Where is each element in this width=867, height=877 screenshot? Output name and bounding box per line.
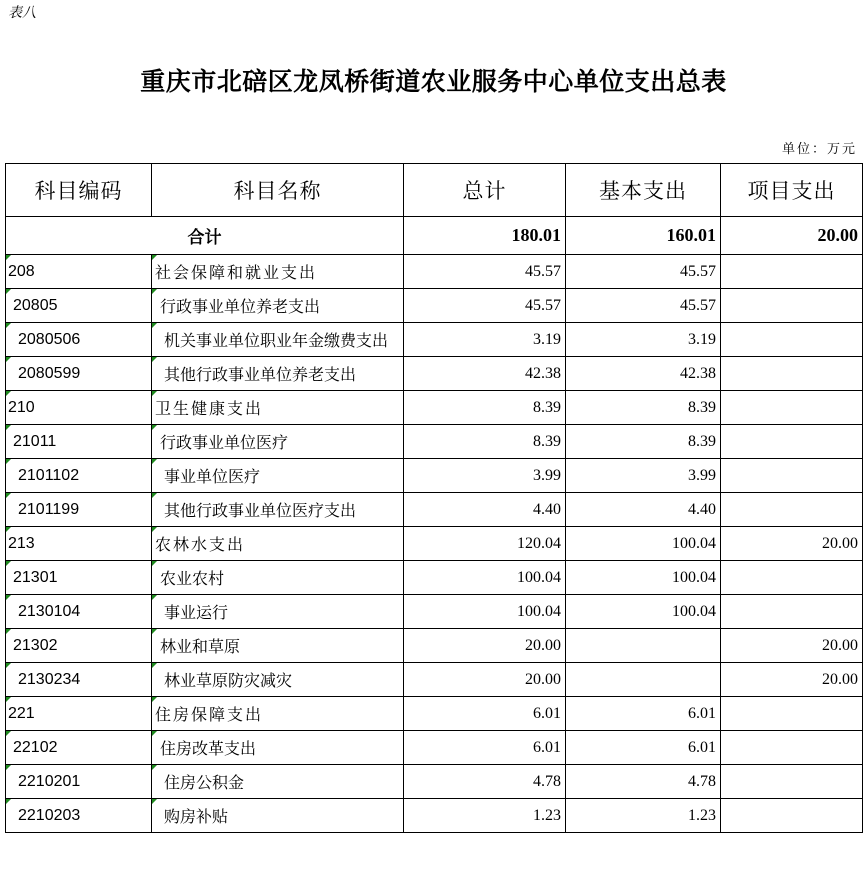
row-project — [721, 493, 863, 527]
row-code: 20805 — [6, 289, 152, 323]
row-name: 事业单位医疗 — [152, 459, 404, 493]
row-total: 120.04 — [404, 527, 566, 561]
header-code: 科目编码 — [6, 164, 152, 217]
row-name: 卫生健康支出 — [152, 391, 404, 425]
row-project — [721, 765, 863, 799]
row-code: 2210203 — [6, 799, 152, 833]
total-label: 合计 — [6, 217, 404, 255]
table-row — [6, 697, 863, 731]
header-name: 科目名称 — [152, 164, 404, 217]
row-name: 农业农村 — [152, 561, 404, 595]
row-total: 3.99 — [404, 459, 566, 493]
row-total: 1.23 — [404, 799, 566, 833]
row-basic: 1.23 — [566, 799, 721, 833]
row-name: 林业和草原 — [152, 629, 404, 663]
total-row — [6, 217, 863, 255]
row-name: 其他行政事业单位医疗支出 — [152, 493, 404, 527]
row-basic: 3.99 — [566, 459, 721, 493]
row-code: 2101102 — [6, 459, 152, 493]
row-basic: 100.04 — [566, 527, 721, 561]
table-row — [6, 459, 863, 493]
row-project: 20.00 — [721, 663, 863, 697]
header-basic: 基本支出 — [566, 164, 721, 217]
row-total: 4.40 — [404, 493, 566, 527]
row-project — [721, 323, 863, 357]
row-total: 100.04 — [404, 595, 566, 629]
row-total: 100.04 — [404, 561, 566, 595]
row-project: 20.00 — [721, 629, 863, 663]
row-project — [721, 561, 863, 595]
table-row — [6, 357, 863, 391]
row-basic: 45.57 — [566, 255, 721, 289]
row-name: 社会保障和就业支出 — [152, 255, 404, 289]
row-project — [721, 731, 863, 765]
row-basic: 42.38 — [566, 357, 721, 391]
row-code: 22102 — [6, 731, 152, 765]
row-code: 210 — [6, 391, 152, 425]
row-project — [721, 697, 863, 731]
row-project — [721, 289, 863, 323]
row-basic: 100.04 — [566, 561, 721, 595]
row-total: 8.39 — [404, 391, 566, 425]
table-row — [6, 595, 863, 629]
row-basic: 6.01 — [566, 731, 721, 765]
row-code: 21302 — [6, 629, 152, 663]
row-total: 42.38 — [404, 357, 566, 391]
row-code: 2080506 — [6, 323, 152, 357]
row-name: 住房改革支出 — [152, 731, 404, 765]
row-code: 2080599 — [6, 357, 152, 391]
row-project — [721, 595, 863, 629]
expenditure-table — [5, 163, 863, 833]
row-basic — [566, 629, 721, 663]
row-basic: 4.40 — [566, 493, 721, 527]
row-total: 45.57 — [404, 255, 566, 289]
row-basic: 8.39 — [566, 425, 721, 459]
row-project — [721, 799, 863, 833]
row-name: 机关事业单位职业年金缴费支出 — [152, 323, 404, 357]
row-code: 21301 — [6, 561, 152, 595]
total-sum: 180.01 — [404, 217, 566, 255]
header-total: 总计 — [404, 164, 566, 217]
row-project — [721, 255, 863, 289]
total-project: 20.00 — [721, 217, 863, 255]
row-basic: 8.39 — [566, 391, 721, 425]
row-code: 2130104 — [6, 595, 152, 629]
row-code: 213 — [6, 527, 152, 561]
row-total: 6.01 — [404, 731, 566, 765]
row-total: 3.19 — [404, 323, 566, 357]
row-code: 21011 — [6, 425, 152, 459]
row-basic — [566, 663, 721, 697]
table-row — [6, 391, 863, 425]
header-project: 项目支出 — [721, 164, 863, 217]
row-project: 20.00 — [721, 527, 863, 561]
row-total: 20.00 — [404, 663, 566, 697]
row-basic: 3.19 — [566, 323, 721, 357]
row-name: 住房保障支出 — [152, 697, 404, 731]
row-total: 4.78 — [404, 765, 566, 799]
row-basic: 4.78 — [566, 765, 721, 799]
table-row — [6, 799, 863, 833]
row-basic: 6.01 — [566, 697, 721, 731]
row-total: 6.01 — [404, 697, 566, 731]
table-row — [6, 493, 863, 527]
row-basic: 45.57 — [566, 289, 721, 323]
row-name: 事业运行 — [152, 595, 404, 629]
row-code: 2130234 — [6, 663, 152, 697]
table-row — [6, 323, 863, 357]
total-basic: 160.01 — [566, 217, 721, 255]
table-row — [6, 663, 863, 697]
row-project — [721, 425, 863, 459]
table-row — [6, 561, 863, 595]
table-row — [6, 731, 863, 765]
table-row — [6, 425, 863, 459]
table-row — [6, 765, 863, 799]
table-row — [6, 527, 863, 561]
row-name: 住房公积金 — [152, 765, 404, 799]
unit-label: 单位：万元 — [781, 142, 857, 157]
row-name: 其他行政事业单位养老支出 — [152, 357, 404, 391]
row-basic: 100.04 — [566, 595, 721, 629]
row-project — [721, 357, 863, 391]
page-title: 重庆市北碚区龙凤桥街道农业服务中心单位支出总表 — [140, 67, 727, 96]
row-total: 45.57 — [404, 289, 566, 323]
row-total: 20.00 — [404, 629, 566, 663]
table-row — [6, 255, 863, 289]
row-code: 2210201 — [6, 765, 152, 799]
row-name: 购房补贴 — [152, 799, 404, 833]
row-name: 行政事业单位医疗 — [152, 425, 404, 459]
row-name: 行政事业单位养老支出 — [152, 289, 404, 323]
row-project — [721, 459, 863, 493]
row-total: 8.39 — [404, 425, 566, 459]
row-project — [721, 391, 863, 425]
row-code: 221 — [6, 697, 152, 731]
row-name: 林业草原防灾减灾 — [152, 663, 404, 697]
table-row — [6, 289, 863, 323]
table-number-label: 表八 — [8, 5, 36, 21]
table-row — [6, 629, 863, 663]
header-row — [6, 164, 863, 217]
row-code: 2101199 — [6, 493, 152, 527]
row-name: 农林水支出 — [152, 527, 404, 561]
row-code: 208 — [6, 255, 152, 289]
